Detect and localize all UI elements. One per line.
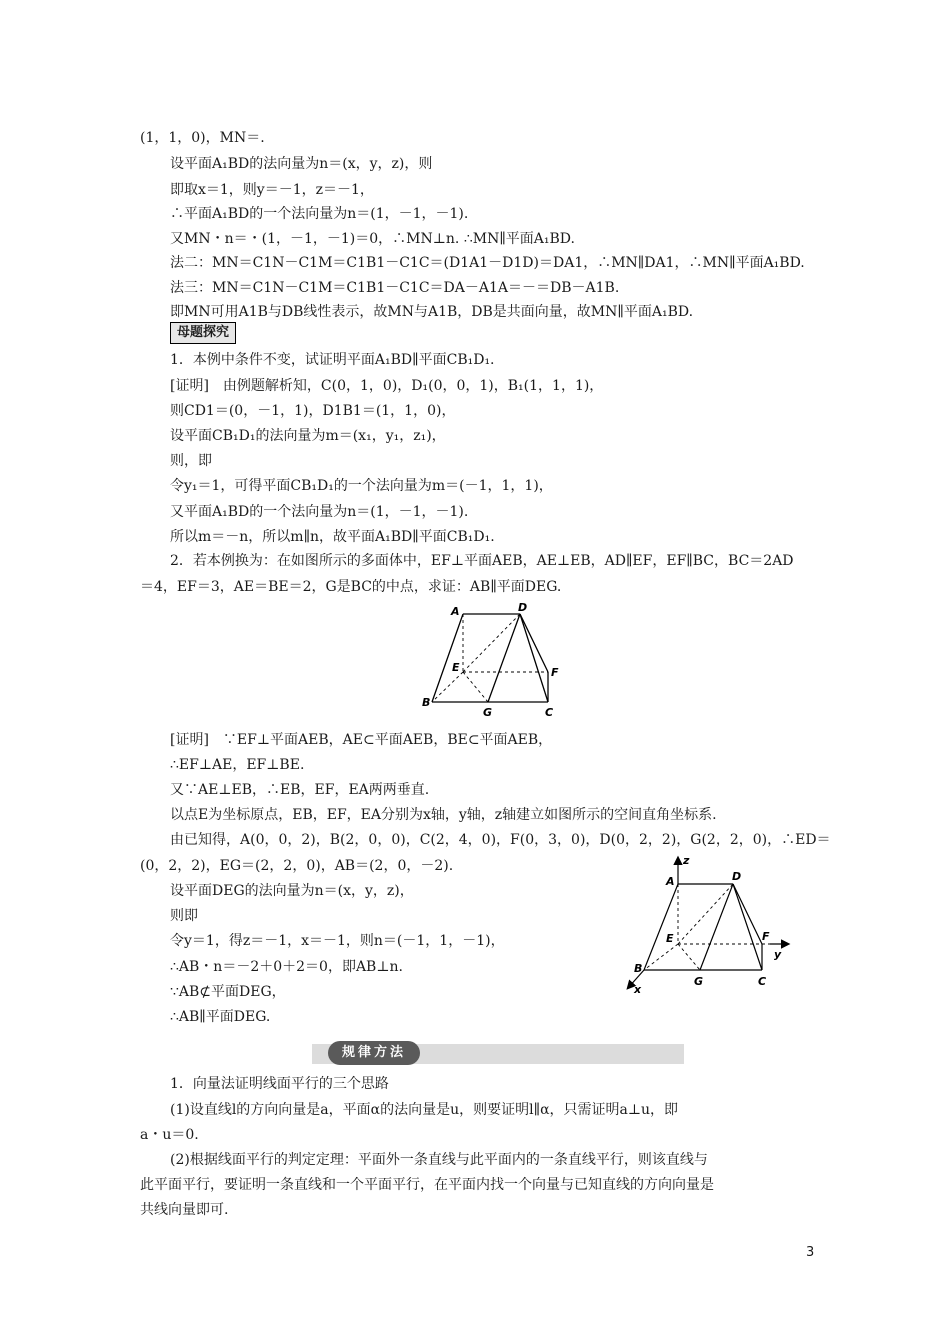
text-line: 法三：MN＝C1N－C1M＝C1B1－C1C＝DA－A1A＝－＝DB－A1B. bbox=[170, 280, 620, 296]
text-line: 设平面CB₁D₁的法向量为m＝(x₁，y₁，z₁)， bbox=[170, 428, 446, 444]
label-G: G bbox=[483, 706, 493, 719]
label-A: A bbox=[451, 605, 460, 618]
text-line: a・u＝0. bbox=[140, 1127, 199, 1143]
text-line: ＝4，EF＝3，AE＝BE＝2，G是BC的中点，求证：AB∥平面DEG. bbox=[140, 579, 562, 595]
label-D: D bbox=[518, 601, 528, 614]
label-x: x bbox=[634, 983, 642, 996]
text-line: 令y＝1，得z＝－1，x＝－1，则n＝(－1，1，－1)， bbox=[170, 933, 505, 949]
label-z: z bbox=[683, 854, 690, 867]
text-line: 以点E为坐标原点，EB，EF，EA分别为x轴，y轴，z轴建立如图所示的空间直角坐标系. bbox=[170, 807, 717, 823]
text-line: 即取x＝1，则y＝－1，z＝－1， bbox=[170, 182, 374, 198]
text-line: ∴EF⊥AE，EF⊥BE. bbox=[170, 757, 305, 773]
text-line: 由已知得，A(0，0，2)，B(2，0，0)，C(2，4，0)，F(0，3，0)，D(0，2，2)，G(2，2，0)，∴ED＝ bbox=[170, 832, 831, 848]
method-banner bbox=[312, 1044, 684, 1064]
label-A: A bbox=[666, 875, 675, 888]
text-line: (1)设直线l的方向向量是a，平面α的法向量是u，则要证明l∥α，只需证明a⊥u，即 bbox=[170, 1102, 679, 1118]
text-line: [证明] ∵EF⊥平面AEB，AE⊂平面AEB，BE⊂平面AEB， bbox=[170, 732, 553, 748]
page-number: 3 bbox=[806, 1245, 815, 1260]
text-line: 设平面DEG的法向量为n＝(x，y，z)， bbox=[170, 883, 414, 899]
label-G: G bbox=[694, 975, 704, 988]
label-y: y bbox=[774, 948, 782, 961]
text-line: 令y₁＝1，可得平面CB₁D₁的一个法向量为m＝(－1，1，1)， bbox=[170, 478, 553, 494]
text-line: ∴平面A₁BD的一个法向量为n＝(1，－1，－1). bbox=[170, 206, 469, 222]
text-line: 则，即 bbox=[170, 453, 212, 469]
label-C: C bbox=[758, 975, 767, 988]
method-banner-label: 规律方法 bbox=[328, 1041, 420, 1065]
text-line: (1，1，0)，MN＝. bbox=[140, 130, 265, 146]
text-line: 1．向量法证明线面平行的三个思路 bbox=[170, 1076, 389, 1092]
polyhedron-figure bbox=[418, 600, 568, 722]
text-line: 共线向量即可. bbox=[140, 1202, 229, 1218]
section-tag: 母题探究 bbox=[170, 322, 236, 344]
text-line: 所以m＝－n，所以m∥n，故平面A₁BD∥平面CB₁D₁. bbox=[170, 529, 495, 545]
label-C: C bbox=[545, 706, 554, 719]
text-line: ∵AB⊄平面DEG， bbox=[170, 984, 286, 1000]
label-D: D bbox=[732, 870, 742, 883]
coordinate-figure bbox=[620, 852, 795, 997]
text-line: 1．本例中条件不变，试证明平面A₁BD∥平面CB₁D₁. bbox=[170, 352, 495, 368]
label-B: B bbox=[422, 696, 431, 709]
text-line: (0，2，2)，EG＝(2，2，0)，AB＝(2，0，－2). bbox=[140, 858, 454, 874]
label-F: F bbox=[762, 930, 770, 943]
text-line: ∴AB∥平面DEG. bbox=[170, 1009, 271, 1025]
text-line: 又∵AE⊥EB，∴EB，EF，EA两两垂直. bbox=[170, 782, 430, 798]
text-line: 2．若本例换为：在如图所示的多面体中，EF⊥平面AEB，AE⊥EB，AD∥EF，EF∥BC，BC＝2AD bbox=[170, 553, 794, 569]
text-line: 又MN・n＝・(1，－1，－1)＝0，∴MN⊥n. ∴MN∥平面A₁BD. bbox=[170, 231, 575, 247]
text-line: 法二：MN＝C1N－C1M＝C1B1－C1C＝(D1A1－D1D)＝DA1，∴MN∥DA1，∴MN∥平面A₁BD. bbox=[170, 255, 805, 271]
label-B: B bbox=[634, 962, 643, 975]
text-line: [证明] 由例题解析知，C(0，1，0)，D₁(0，0，1)，B₁(1，1，1)， bbox=[170, 378, 604, 394]
text-line: ∴AB・n＝－2＋0＋2＝0，即AB⊥n. bbox=[170, 959, 403, 975]
label-E: E bbox=[666, 932, 674, 945]
text-line: 此平面平行，要证明一条直线和一个平面平行，在平面内找一个向量与已知直线的方向向量是 bbox=[140, 1177, 714, 1193]
text-line: 则即 bbox=[170, 908, 198, 924]
text-line: (2)根据线面平行的判定定理：平面外一条直线与此平面内的一条直线平行，则该直线与 bbox=[170, 1152, 708, 1168]
text-line: 则CD1＝(0，－1，1)，D1B1＝(1，1，0)， bbox=[170, 403, 456, 419]
label-F: F bbox=[551, 666, 559, 679]
text-line: 又平面A₁BD的一个法向量为n＝(1，－1，－1). bbox=[170, 504, 469, 520]
text-line: 即MN可用A1B与DB线性表示，故MN与A1B，DB是共面向量，故MN∥平面A₁BD. bbox=[170, 304, 694, 320]
label-E: E bbox=[452, 661, 460, 674]
text-line: 设平面A₁BD的法向量为n＝(x，y，z)，则 bbox=[170, 156, 433, 172]
